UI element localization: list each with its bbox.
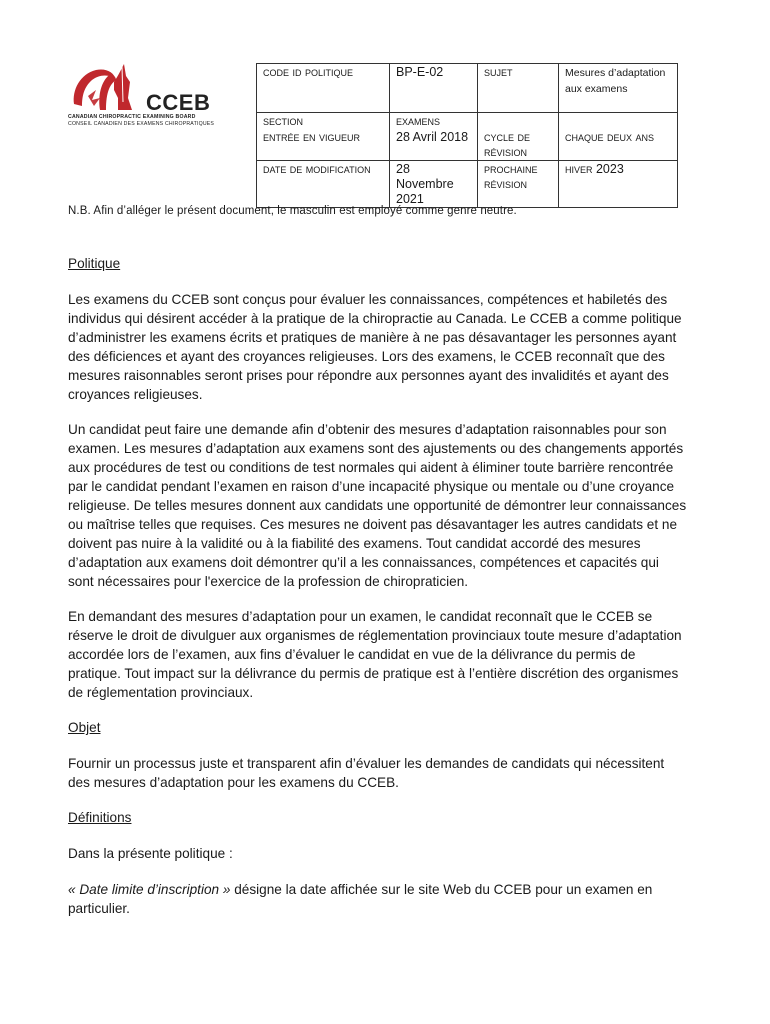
section-label: section xyxy=(263,114,304,128)
prochaine-label: prochaine révision xyxy=(484,162,538,191)
section-value: examens xyxy=(396,114,441,128)
modification-label: date de modification xyxy=(263,162,371,176)
sujet-value: Mesures d’adaptation aux examens xyxy=(565,67,666,95)
code-value: BP-E-02 xyxy=(396,65,444,79)
entree-value: 28 Avril 2018 xyxy=(396,130,469,144)
cycle-label: cycle de révision xyxy=(484,130,530,159)
code-label: code id politique xyxy=(263,65,353,79)
logo-subtitle-fr: CONSEIL CANADIEN DES EXAMENS CHIROPRATIQUES xyxy=(68,121,215,127)
definition-term: « Date limite d’inscription » xyxy=(68,882,231,897)
definitions-heading: Définitions xyxy=(68,810,132,825)
objet-heading: Objet xyxy=(68,720,101,735)
definition-text: désigne la date affichée sur le site Web du CCEB pour un examen en particulier. xyxy=(68,882,653,916)
logo-subtitle-en: CANADIAN CHIROPRACTIC EXAMINING BOARD xyxy=(68,114,196,120)
sujet-label: sujet xyxy=(484,65,513,79)
entree-label: entrée en vigueur xyxy=(263,130,360,144)
policy-metadata-table xyxy=(256,63,678,208)
gender-note: N.B. Afin d’alléger le présent document, le masculin est employé comme genre neutre. xyxy=(68,205,517,217)
cycle-value: chaque deux ans xyxy=(565,130,654,144)
politique-paragraph-2: Un candidat peut faire une demande afin d’obtenir des mesures d’adaptation raisonnables pour son examen. Les mesures d’adaptation aux examens sont des ajustements ou des changements apportés aux procédures de test ou conditions de test normales qui aident à éliminer toute barrière rencontrée par le candidat pendant l’examen en raison d’une incapacité physique ou mentale ou d’une croyance religieuse. De telles mesures donnent aux candidats une opportunité de démontrer leur connaissances ou maîtrise telles que requises. Ces mesures ne doivent pas désavantager les autres candidats et ne doivent pas nuire à la validité ou à la fiabilité des examens. Tout candidat accordé des mesures d’adaptation aux examens doit démontrer qu’il a les connaissances, compétences et capacités qui sont nécessaires pour l'exercice de la profession de chiropraticien. xyxy=(68,422,687,589)
cceb-logo xyxy=(66,62,256,130)
prochaine-value: hiver 2023 xyxy=(565,162,624,176)
politique-heading: Politique xyxy=(68,256,121,271)
politique-paragraph-3: En demandant des mesures d’adaptation pour un examen, le candidat reconnaît que le CCEB se réserve le droit de divulguer aux organismes de réglementation provinciaux toute mesure d’adaptation accordée lors de l’examen, aux fins d’évaluer le candidat en vue de la délivrance du permis de pratique. Tout impact sur la délivrance du permis de pratique est à l’entière discrétion des organismes de réglementation provinciaux. xyxy=(68,609,682,700)
objet-paragraph: Fournir un processus juste et transparent afin d’évaluer les demandes de candidats qui nécessitent des mesures d’adaptation pour les examens du CCEB. xyxy=(68,756,665,790)
definitions-intro: Dans la présente politique : xyxy=(68,846,233,861)
logo-name: CCEB xyxy=(146,90,211,115)
definition-item xyxy=(68,880,688,918)
modification-value: 28 Novembre 2021 xyxy=(396,162,454,206)
document-body xyxy=(68,254,688,918)
politique-paragraph-1: Les examens du CCEB sont conçus pour évaluer les connaissances, compétences et habiletés des individus qui désirent accéder à la pratique de la chiropractie au Canada. Le CCEB a comme politique d’administrer les examens écrits et pratiques de manière à ne pas désavantager les personnes ayant des déficiences et ayant des croyances religieuses. Lors des examens, le CCEB reconnaît que des mesures raisonnables seront prises pour répondre aux personnes ayant des invalidités et ayant des croyances religieuses. xyxy=(68,292,682,402)
